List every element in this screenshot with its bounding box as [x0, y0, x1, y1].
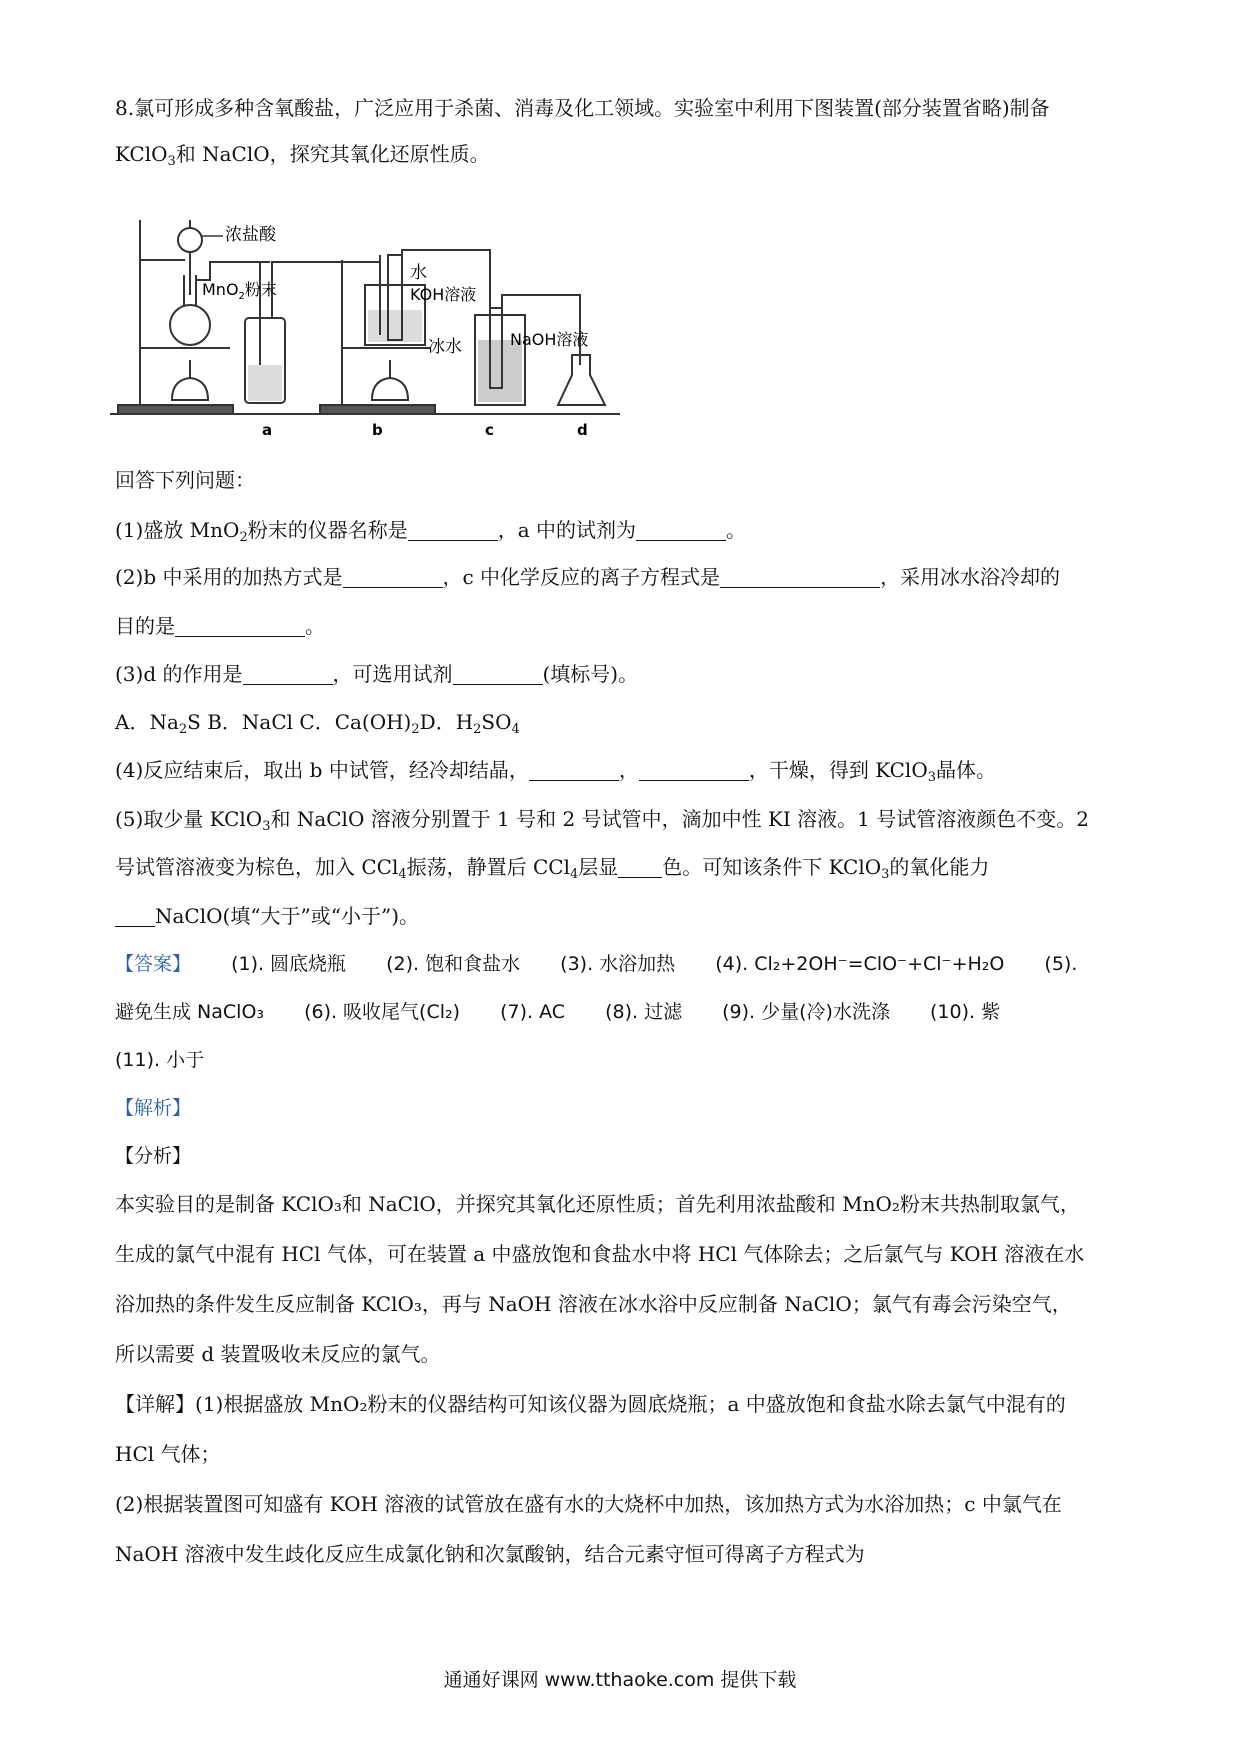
- label-b: b: [372, 421, 383, 439]
- label-d: d: [577, 421, 588, 439]
- analysis-p3: 浴加热的条件发生反应制备 KClO₃，再与 NaOH 溶液在冰水浴中反应制备 NaClO；氯气有毒会污染空气，: [115, 1292, 1072, 1316]
- stand-base-2: [320, 405, 435, 414]
- detail-1: 【详解】(1)根据盛放 MnO₂粉末的仪器结构可知该仪器为圆底烧瓶；a 中盛放饱和食盐水除去氯气中混有的: [115, 1392, 1066, 1416]
- label-hcl: 浓盐酸: [225, 225, 276, 245]
- answer-line3: (11). 小于: [115, 1049, 205, 1071]
- question-3: (3)d 的作用是 ，可选用试剂 (填标号)。: [115, 662, 639, 686]
- burner-1: [172, 378, 208, 400]
- apparatus-diagram: [110, 200, 700, 445]
- question-intro-line1: 8.氯可形成多种含氧酸盐，广泛应用于杀菌、消毒及化工领域。实验室中利用下图装置(部分装置省略)制备: [115, 96, 1050, 120]
- stand-base-1: [118, 405, 233, 414]
- analysis-subtag: 【分析】: [115, 1145, 192, 1167]
- question-3-options: A．$Na_2S$ B．NaCl C．$Ca(OH)_2D$．$H_2SO_4$: [115, 710, 520, 737]
- question-intro-line2: KClO$_3$和 NaClO，探究其氧化还原性质。: [115, 142, 490, 169]
- round-bottom-flask: [170, 305, 210, 345]
- question-5-line2: 号试管溶液变为棕色，加入 CCl$_4$振荡，静置后 CCl$_4$层显 色。可知该条件下 KClO$_3$的氧化能力: [115, 855, 990, 882]
- label-naoh: NaOH溶液: [510, 330, 589, 349]
- label-mno2: MnO$_2$粉末: [202, 280, 277, 302]
- question-prompt: 回答下列问题：: [115, 468, 255, 492]
- question-5-line3: NaClO(填“大于”或“小于”)。: [115, 902, 1130, 930]
- answer-tag: 【答案】: [115, 953, 192, 975]
- question-4: (4)反应结束后，取出 b 中试管，经冷却结晶， ， ，干燥，得到 KClO$_3$晶体。: [115, 758, 996, 785]
- burner-2: [372, 378, 408, 400]
- answer-line1: 【答案】 (1). 圆底烧瓶 (2). 饱和食盐水 (3). 水浴加热 (4). Cl₂+2OH⁻=ClO⁻+Cl⁻+H₂O (5).: [115, 950, 1130, 978]
- funnel-bulb: [178, 228, 202, 252]
- flask-d: [558, 355, 605, 405]
- analysis-p4: 所以需要 d 装置吸收未反应的氯气。: [115, 1342, 441, 1366]
- detail-4: NaOH 溶液中发生歧化反应生成氯化钠和次氯酸钠，结合元素守恒可得离子方程式为: [115, 1542, 865, 1566]
- answer-line2: 避免生成 NaClO₃ (6). 吸收尾气(Cl₂) (7). AC (8). 过滤 (9). 少量(冷)水洗涤 (10). 紫: [115, 1001, 1001, 1023]
- question-2-line1: (2)b 中采用的加热方式是 ，c 中化学反应的离子方程式是 ，采用冰水浴冷却的: [115, 565, 1061, 589]
- analysis-tag: 【解析】: [115, 1097, 192, 1119]
- analysis-p1: 本实验目的是制备 KClO₃和 NaClO，并探究其氧化还原性质；首先利用浓盐酸和 MnO₂粉末共热制取氯气，: [115, 1192, 1080, 1216]
- detail-2: HCl 气体；: [115, 1442, 221, 1466]
- detail-3: (2)根据装置图可知盛有 KOH 溶液的试管放在盛有水的大烧杯中加热，该加热方式为水浴加热；c 中氯气在: [115, 1492, 1062, 1516]
- page-footer: 通通好课网 www.tthaoke.com 提供下载: [443, 1669, 797, 1691]
- label-koh: KOH溶液: [410, 285, 477, 304]
- label-a: a: [262, 421, 273, 439]
- question-5-line1: (5)取少量 KClO$_3$和 NaClO 溶液分别置于 1 号和 2 号试管中，滴加中性 KI 溶液。1 号试管溶液颜色不变。2: [115, 807, 1089, 834]
- label-c: c: [485, 421, 494, 439]
- label-water: 水: [410, 263, 427, 283]
- question-1: (1)盛放 MnO$_2$粉末的仪器名称是 ，a 中的试剂为 。: [115, 518, 747, 545]
- analysis-p2: 生成的氯气中混有 HCl 气体，可在装置 a 中盛放饱和食盐水中将 HCl 气体除去；之后氯气与 KOH 溶液在水: [115, 1242, 1085, 1266]
- label-ice: 冰水: [428, 337, 462, 357]
- question-2-line2: 目的是 。: [115, 614, 325, 638]
